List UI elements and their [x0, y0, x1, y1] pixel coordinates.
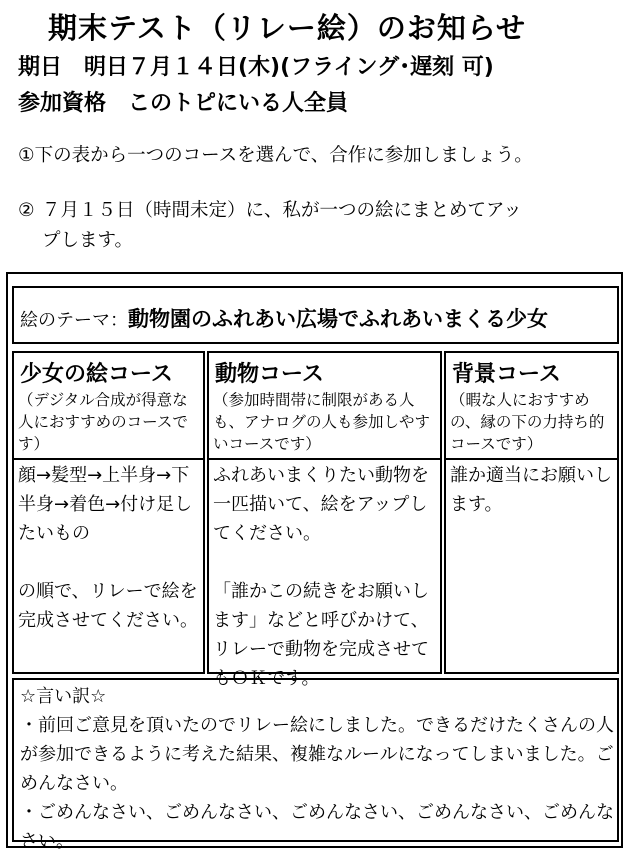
- instruction-1: ①下の表から一つのコースを選んで、合作に参加しましょう。: [18, 145, 533, 166]
- paragraph-gap: [18, 548, 203, 577]
- date-line: 期日 明日７月１４日(木)(フライング･遅刻 可): [18, 55, 494, 80]
- course-girl-steps: 顔→髪型→上半身→下半身→着色→付け足したいもの: [18, 465, 193, 544]
- course-animal-subtitle: （参加時間帯に制限がある人も、アナログの人も参加しやすいコースです）: [213, 391, 431, 453]
- course-background-subtitle: （暇な人におすすめの、縁の下の力持ち的コースです）: [450, 391, 605, 453]
- course-animal: [207, 351, 442, 689]
- theme-line: [20, 303, 548, 333]
- instruction-2-text: ７月１５日（時間未定）に、私が一つの絵にまとめてアッ: [42, 200, 522, 221]
- course-animal-relay-note: 「誰かこの続きをお願いします」などと呼びかけて、リレーで動物を完成させてもＯＫです。: [213, 581, 429, 689]
- instruction-2: [18, 196, 608, 256]
- excuse-item-2: ・ごめんなさい、ごめんなさい、ごめんなさい、ごめんなさい、ごめんなさい。: [20, 802, 614, 852]
- theme-value: 動物園のふれあい広場でふれあいまくる少女: [128, 307, 548, 331]
- course-animal-title: 動物コース: [215, 362, 324, 387]
- theme-cell: [12, 286, 619, 344]
- course-animal-instruction: ふれあいまくりたい動物を一匹描いて、絵をアップしてください。: [213, 465, 429, 544]
- instruction-2-number: ②: [18, 200, 35, 221]
- excuse-item-1: ・前回ご意見を頂いたのでリレー絵にしました。できるだけたくさんの人が参加できるように考えた結果、複雑なルールになってしまいました。ごめんなさい。: [20, 715, 614, 794]
- paragraph-gap: [213, 548, 440, 577]
- eligibility-line: 参加資格 このトピにいる人全員: [18, 91, 349, 116]
- theme-label: 絵のテーマ：: [20, 310, 128, 331]
- excuse-cell: [12, 678, 619, 852]
- course-girl: [12, 351, 205, 674]
- course-background-divider: [446, 458, 617, 460]
- course-girl-body: [18, 461, 203, 635]
- instruction-2-continuation: プします。: [42, 230, 134, 251]
- course-girl-title: 少女の絵コース: [20, 362, 173, 387]
- course-background: [444, 351, 619, 674]
- course-animal-divider: [209, 458, 440, 460]
- course-background-title: 背景コース: [452, 362, 561, 387]
- course-background-body: 誰か適当にお願いします。: [450, 465, 612, 515]
- page-title: 期末テスト（リレー絵）のお知らせ: [48, 11, 526, 45]
- excuse-text: [20, 682, 615, 856]
- course-animal-body: [213, 461, 440, 693]
- instruction-2-first-line: [18, 196, 608, 226]
- course-girl-subtitle: （デジタル合成が得意な人におすすめのコースです）: [18, 391, 188, 453]
- excuse-heading: ☆言い訳☆: [20, 686, 107, 707]
- course-girl-divider: [14, 458, 203, 460]
- course-girl-instruction: の順で、リレーで絵を完成させてください。: [18, 581, 198, 631]
